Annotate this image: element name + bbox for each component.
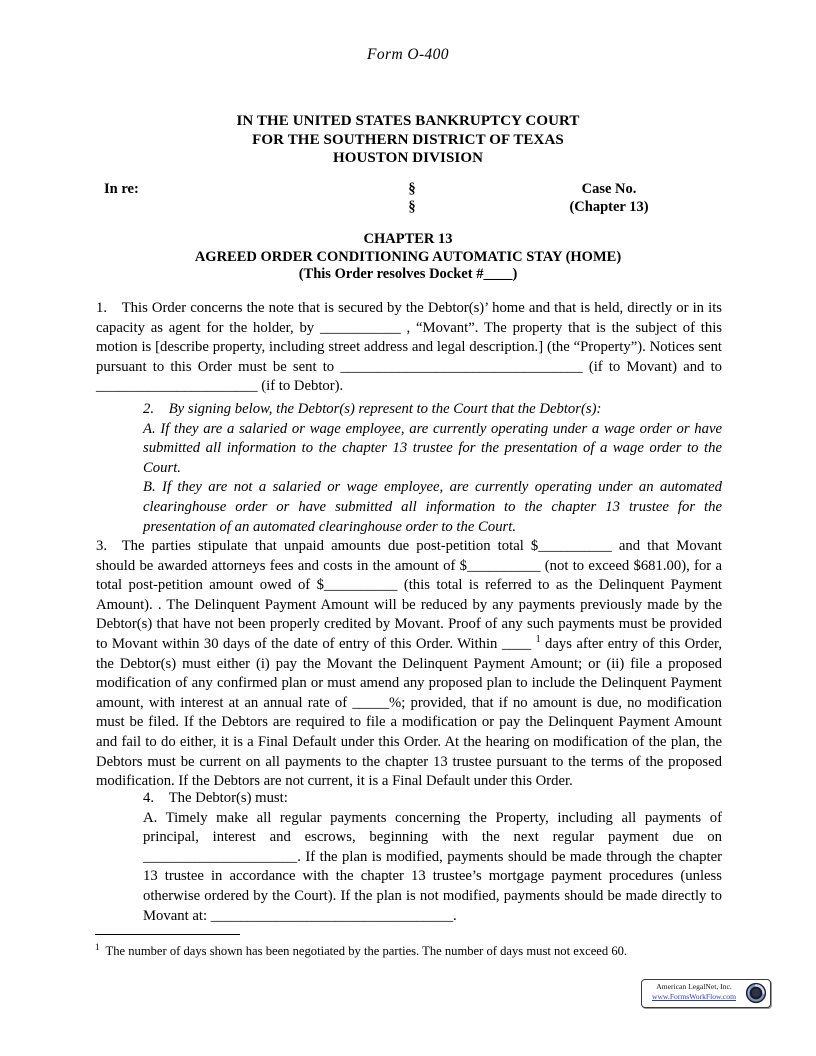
chapter-label: (Chapter 13) — [569, 199, 649, 215]
paragraph-2-item-b: B. If they are not a salaried or wage employee, are currently operating under an automated clearinghouse order or have submitted all information to the chapter 13 trustee for the presentation of an automated clearinghouse order to the Court. — [143, 479, 722, 535]
court-heading — [0, 112, 816, 168]
case-number-column — [496, 180, 722, 216]
footnote-text: The number of days shown has been negotiated by the parties. The number of days must not exceed 60. — [105, 944, 628, 958]
legalnet-company-name: American LegalNet, Inc. — [656, 982, 732, 991]
legalnet-url[interactable]: www.FormsWorkFlow.com — [651, 992, 737, 1001]
paragraph-3-text — [96, 537, 722, 792]
order-title — [0, 231, 816, 284]
form-number: Form O-400 — [367, 46, 449, 63]
paragraph-4-intro: 4. The Debtor(s) must: — [143, 790, 288, 806]
order-title-line-3: (This Order resolves Docket #____) — [298, 266, 518, 282]
paragraph-1-text: 1. This Order concerns the note that is secured by the Debtor(s)’ home and that is held, directly or in its capacity as agent for the holder, by ___________ , “Movant”. The property that is the subject of this motion is [describe property, including street address and legal description.] (the “Property”). Notices sent pursuant to this Order must be sent to _________________________________ (if to Movant) and to ______________________ (if to Debtor). — [96, 300, 722, 395]
court-heading-line-3: HOUSTON DIVISION — [332, 150, 484, 166]
court-heading-line-2: FOR THE SOUTHERN DISTRICT OF TEXAS — [252, 131, 564, 148]
footnote-marker-inline: 1 — [535, 634, 541, 646]
paragraph-2-intro: 2. By signing below, the Debtor(s) represent to the Court that the Debtor(s): — [143, 401, 602, 417]
paragraph-3-part-1: 3. The parties stipulate that unpaid amounts due post-petition total $__________ and that Movant should be awarded attorneys fees and costs in the amount of $__________ (not to exceed $681.00), for a total post-petition amount owed of $__________ (this total is referred to as the Delinquent Payment Amount). . The Delinquent Payment Amount will be reduced by any payments previously made by the Debtor(s) that have not been properly credited by Movant. Proof of any such payments must be provided to Movant within 30 days of the date of entry of this Order. Within ____ — [96, 538, 722, 652]
legalnet-stamp — [641, 979, 771, 1008]
section-symbol-column — [402, 180, 422, 216]
globe-icon — [745, 982, 767, 1004]
paragraph-4 — [96, 789, 722, 926]
case-no-label: Case No. — [581, 181, 637, 197]
order-title-line-1: CHAPTER 13 — [363, 231, 453, 247]
case-caption — [96, 180, 722, 224]
in-re-label: In re: — [104, 181, 139, 197]
footnote-separator — [95, 934, 240, 935]
section-symbol-1: § — [408, 181, 416, 197]
paragraph-3 — [96, 537, 722, 792]
paragraph-1 — [96, 299, 722, 397]
paragraph-4-item-a: A. Timely make all regular payments concerning the Property, including all payments of principal, interest and escrows, beginning with the next regular payment due on _____________________. If the plan is modified, payments should be made through the chapter 13 trustee in accordance with the chapter 13 trustee’s mortgage payment procedures (unless otherwise ordered by the Court). If the plan is not modified, payments should be made directly to Movant at: _________________________________. — [143, 809, 722, 924]
paragraph-3-part-2: days after entry of this Order, the Debtor(s) must either (i) pay the Movant the Delinquent Payment Amount; or (ii) file a proposed modification of any confirmed plan or must amend any proposed plan to include the Delinquent Payment amount, with interest at an annual rate of _____%; provided, that if no amount is due, no modification must be filed. If the Debtors are required to file a modification or pay the Delinquent Payment Amount and fail to do either, it is a Final Default under this Order. At the hearing on modification of the plan, the Debtors must be current on all payments to the chapter 13 trustee pursuant to the terms of the proposed modification. If the Debtors are not current, it is a Final Default under this Order. — [96, 635, 722, 790]
footnote-number: 1 — [95, 941, 100, 952]
order-title-line-2: AGREED ORDER CONDITIONING AUTOMATIC STAY (HOME) — [194, 248, 622, 265]
legalnet-stamp-text — [646, 982, 742, 1002]
paragraph-2 — [96, 400, 722, 537]
footnote — [95, 943, 722, 959]
paragraph-2-item-a: A. If they are a salaried or wage employee, are currently operating under a wage order or have submitted all information to the chapter 13 trustee for the presentation of a wage order to the Court. — [143, 420, 722, 476]
court-heading-line-1: IN THE UNITED STATES BANKRUPTCY COURT — [236, 113, 580, 129]
section-symbol-2: § — [408, 199, 416, 215]
